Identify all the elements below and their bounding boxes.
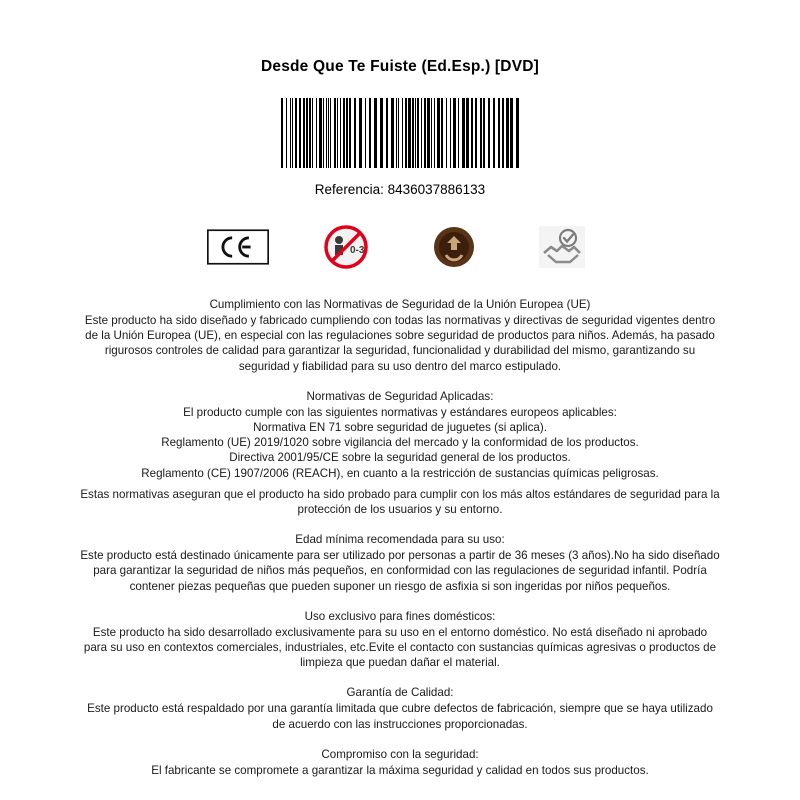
section-body: El producto cumple con las siguientes normativas y estándares europeos aplicables: [183, 405, 617, 419]
safety-section [80, 297, 720, 374]
reference-number: Referencia: 8436037886133 [314, 182, 486, 197]
safety-section [80, 389, 720, 517]
section-heading: Edad mínima recomendada para su uso: [295, 533, 505, 547]
no-children-under-3-icon [315, 223, 377, 271]
green-dot-recycling-icon [423, 223, 485, 271]
ce-marking-glyph [207, 226, 269, 268]
compliance-icon-row [207, 223, 593, 271]
section-heading: Garantía de Calidad: [346, 686, 454, 700]
quality-checked-handshake-icon [531, 223, 593, 271]
section-footer: Estas normativas aseguran que el producto ha sido probado para cumplir con los más altos estándares de seguridad para la protección de los usuarios y su entorno. [80, 487, 720, 517]
section-body: Este producto está respaldado por una garantía limitada que cubre defectos de fabricación, siempre que se haya utilizado de acuerdo con las instrucciones proporcionadas. [87, 702, 713, 731]
barcode-block [281, 98, 520, 197]
page-title: Desde Que Te Fuiste (Ed.Esp.) [DVD] [260, 58, 539, 75]
regulation-item: Directiva 2001/95/CE sobre la seguridad general de los productos. [229, 451, 571, 465]
section-body: El fabricante se compromete a garantizar la máxima seguridad y calidad en todos sus productos. [151, 763, 649, 777]
section-heading: Uso exclusivo para fines domésticos: [304, 609, 496, 623]
section-heading: Cumplimiento con las Normativas de Seguridad de la Unión Europea (UE) [209, 298, 591, 311]
regulation-item: Reglamento (CE) 1907/2006 (REACH), en cuanto a la restricción de sustancias químicas peligrosas. [141, 466, 659, 480]
ce-marking-icon [207, 223, 269, 271]
section-heading: Normativas de Seguridad Aplicadas: [306, 389, 494, 403]
section-body: Este producto ha sido diseñado y fabricado cumpliendo con todas las normativas y directivas de seguridad vigentes dentro de la Unión Europea (UE), en especial con las regulaciones sobre seguridad de productos para niños. Además, ha pasado rigurosos controles de calidad para garantizar la seguridad, funcionalidad y durabilidad del mismo, garantizando su seguridad y fiabilidad para su uso dentro del marco estipulado. [84, 314, 716, 373]
no-children-under-3-glyph [323, 224, 369, 270]
safety-text-content [80, 297, 720, 793]
recycling-glyph [432, 225, 476, 269]
section-heading: Compromiso con la seguridad: [321, 747, 479, 761]
safety-section [80, 685, 720, 731]
regulation-item: Normativa EN 71 sobre seguridad de juguetes (si aplica). [253, 421, 547, 435]
safety-section [80, 609, 720, 671]
regulation-item: Reglamento (UE) 2019/1020 sobre vigilancia del mercado y la conformidad de los productos. [161, 436, 639, 450]
safety-section [80, 532, 720, 594]
barcode-image [281, 98, 520, 168]
svg-text:0-3: 0-3 [350, 245, 365, 256]
section-body: Este producto ha sido desarrollado exclusivamente para su uso en el entorno doméstico. No está diseñado ni aprobado para su uso en contextos comerciales, industriales, etc.Evite el contacto con sustancias químicas agresivas o productos de limpieza que puedan dañar el material. [83, 625, 717, 670]
safety-section [80, 747, 720, 778]
handshake-glyph [538, 225, 586, 269]
section-body: Este producto está destinado únicamente para ser utilizado por personas a partir de 36 meses (3 años).No ha sido diseñado para garantizar la seguridad de niños más pequeños, en conformidad con las regulaciones de seguridad infantil. Podría contener piezas pequeñas que pueden suponer un riesgo de asfixia si son ingeridas por niños pequeños. [80, 549, 720, 593]
